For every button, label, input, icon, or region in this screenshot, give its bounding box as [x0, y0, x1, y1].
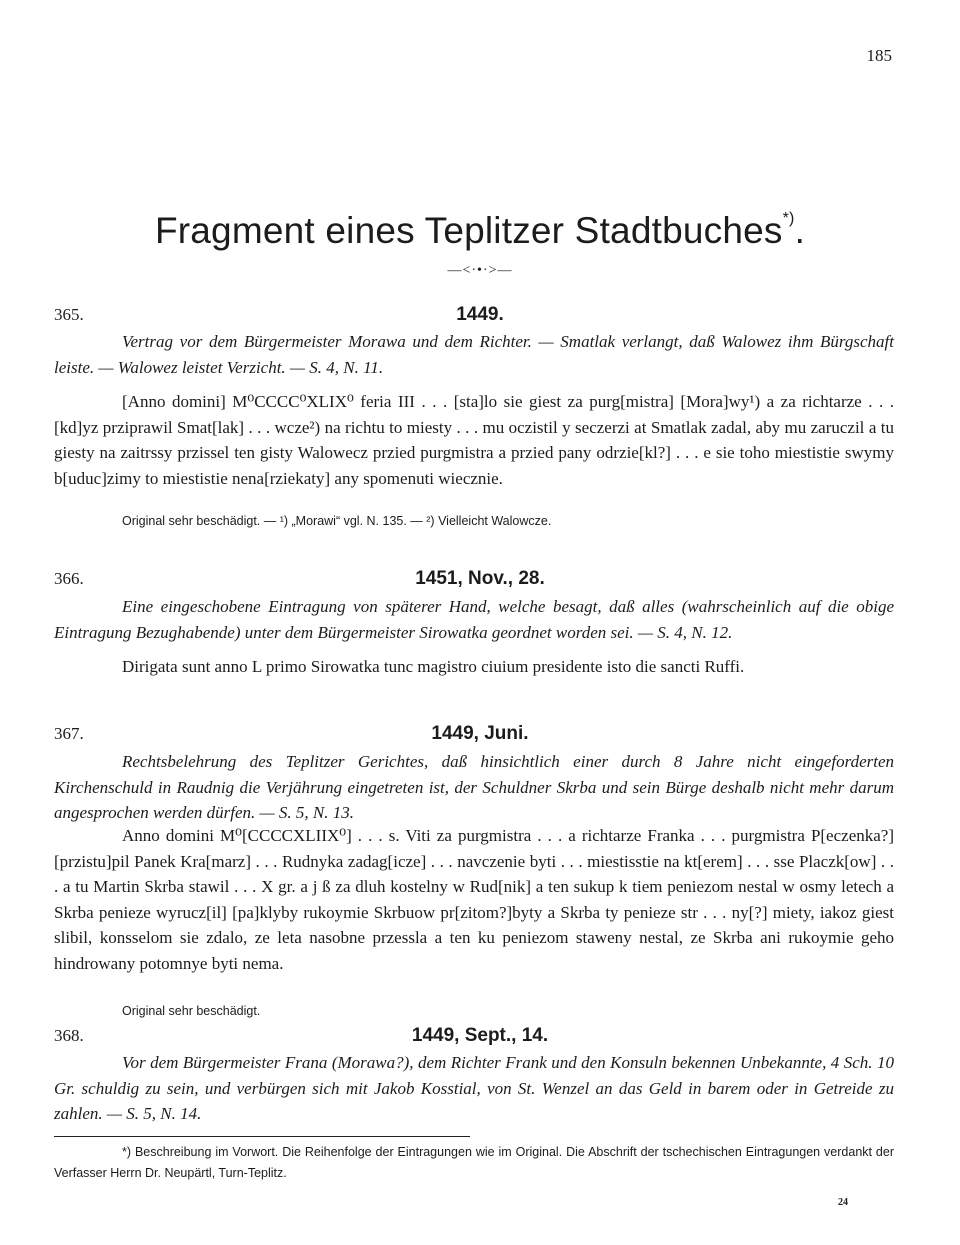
entry-number: 366. [54, 569, 84, 588]
footnote: *) Beschreibung im Vorwort. Die Reihenfolge der Eintragungen wie im Original. Die Abschrift der tschechischen Eintragungen verdankt der Verfasser Herrn Dr. Neupärtl, Turn-Teplitz. [54, 1145, 894, 1180]
entry-summary: Vertrag vor dem Bürgermeister Morawa und dem Richter. — Smatlak verlangt, daß Walowez ihm Bürgschaft leiste. — Walowez leistet Verzicht. — S. 4, N. 11. [54, 332, 894, 377]
entry-summary: Eine eingeschobene Eintragung von späterer Hand, welche besagt, daß alles (wahrscheinlich auf die obige Eintragung Bezughabende) unter dem Bürgermeister Sirowatka geordnet worden sei. — S. 4, N. 12. [54, 597, 894, 642]
page-title: Fragment eines Teplitzer Stadtbuches*). [154, 210, 806, 251]
entry-text: [Anno domini] M⁰CCCC⁰XLIX⁰ feria III . . . [sta]lo sie giest za purg[mistra] [Mora]wy¹) a za richtarze . . . [kd]yz prziprawil Smat[lak] . . . wcze²) na richtu to miesty . . . mu oczistil y seczerzi at Smatlak zadal, aby mu zaruczil a tu giesty na zaitrssy przissel ten gisty Walowecz przied purgmistra a przied pany odrzie[kl?] . . . e sie toho miestistie swymy b[uduc]zimy to miestistie nena[rziekaty] any spomenuti wiecznie. [54, 392, 894, 488]
entry-note: Original sehr beschädigt. [122, 1004, 261, 1018]
footnote-divider [54, 1136, 470, 1137]
entry-number: 365. [54, 305, 84, 324]
entry-summary: Rechtsbelehrung des Teplitzer Gerichtes, daß hinsichtlich einer durch 8 Jahre nicht eingeforderten Kirchenschuld in Raudnig die Verjährung eingetreten ist, der Schuldner Skrba und sein Bürge deshalb nicht mehr darum angesprochen werden dürfen. — S. 5, N. 13. [54, 752, 894, 822]
page-number: 185 [866, 46, 892, 65]
entry-number: 368. [54, 1026, 84, 1045]
entry-date: 1449. [456, 304, 504, 325]
entry-date: 1449, Sept., 14. [411, 1025, 549, 1046]
entry-date: 1449, Juni. [431, 723, 529, 744]
page-title-text: Fragment eines Teplitzer Stadtbuches [154, 210, 783, 251]
entry-summary: Vor dem Bürgermeister Frana (Morawa?), dem Richter Frank und den Konsuln bekennen Unbekannte, 4 Sch. 10 Gr. schuldig zu sein, und verbürgen sich mit Jakob Kosstial, von St. Wenzel an das Geld in barem oder in Getreide zu zahlen. — S. 5, N. 14. [54, 1053, 894, 1123]
entry-text: Anno domini M⁰[CCCCXLIIX⁰] . . . s. Viti za purgmistra . . . a richtarze Franka . . . purgmistra P[eczenka?] [przistu]pil Panek Kra[marz] . . . Rudnyka zadag[icze] . . . navczenie byti . . . miestisstie na kt[erem] . . . sse Placzk[ow] . . . a tu Martin Skrba stawil . . . X gr. a j ß za dluh kostelny w Rud[nik] a ten sukup k tiem peniezom nestal w osmy letech a Skrba penieze wyrucz[il] [pa]klyby rukoymie Skrbuow pr[zitom?]byty a Skrba ty penieze str . . . ny[?] miety, iakoz giest slibil, konsselom sie zdalo, ze leta nasobne przessla a ten ku peniezom staweny nestal, ze Skrba ani rukoymie geho hindrowany potomnye byti nema. [54, 826, 894, 973]
title-footnote-mark: *) [782, 210, 795, 227]
entry-number: 367. [54, 724, 84, 743]
signature-mark: 24 [838, 1197, 848, 1208]
entry-note: Original sehr beschädigt. — ¹) „Morawi“ vgl. N. 135. — ²) Vielleicht Walowcze. [122, 514, 552, 528]
entry-date: 1451, Nov., 28. [415, 568, 545, 589]
title-ornament: —<·•·>— [447, 263, 513, 278]
entry-text: Dirigata sunt anno L primo Sirowatka tunc magistro ciuium presidente isto die sancti Ruffi. [122, 657, 745, 676]
